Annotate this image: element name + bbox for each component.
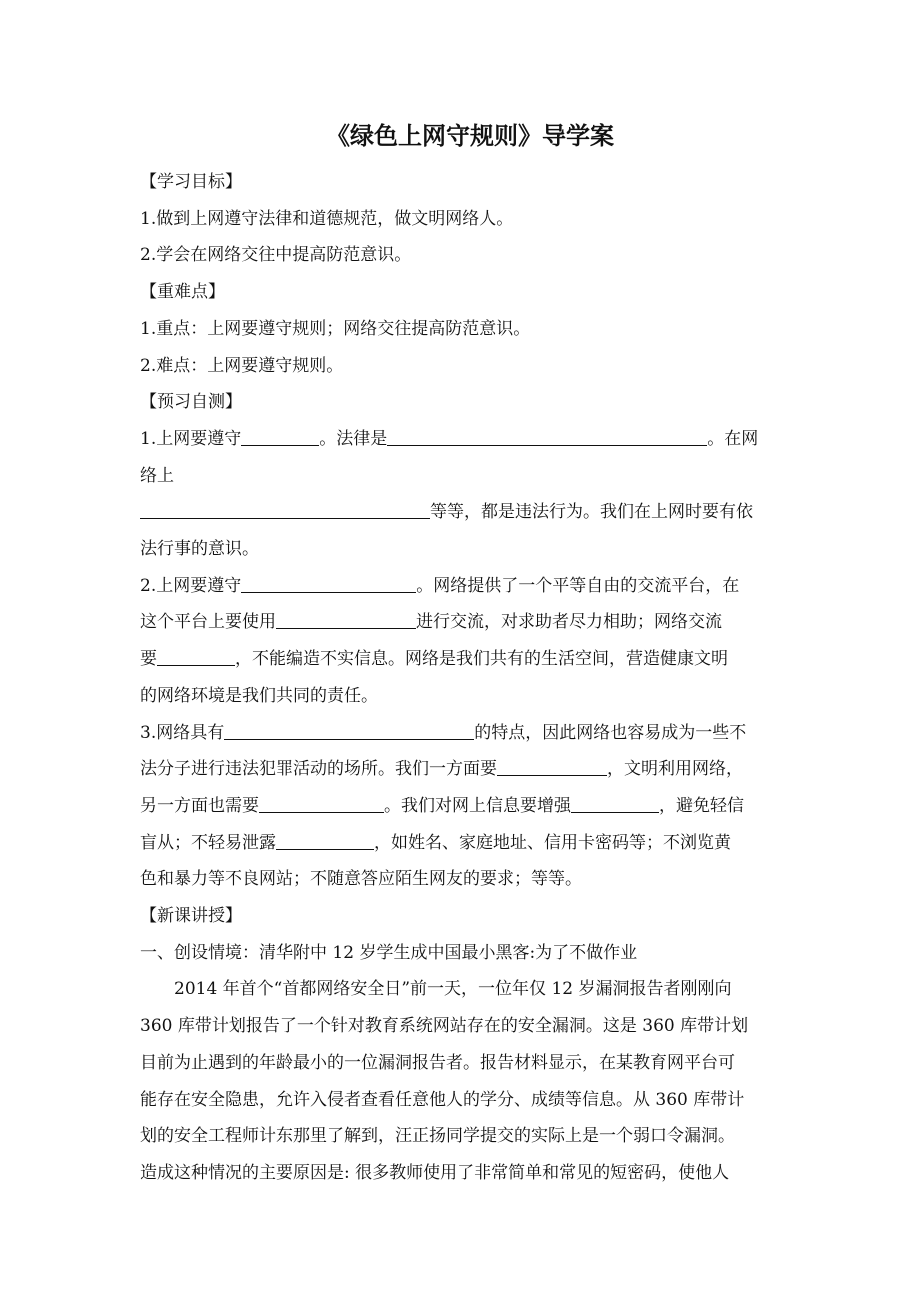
q3-blank-2[interactable] [497,758,607,776]
goal-item-1: 1.做到上网遵守法律和道德规范，做文明网络人。 [140,208,514,229]
q1-blank-3[interactable] [140,501,430,519]
story-paragraph [140,971,800,1191]
question-1 [140,421,800,568]
goals-heading: 【学习目标】 [140,172,242,192]
key-point-1: 1.重点：上网要遵守规则；网络交往提高防范意识。 [140,318,531,339]
q2-text-d: 进行交流，对求助者尽力相助；网络交流 [416,612,722,633]
goal-item-2: 2.学会在网络交往中提高防范意识。 [140,245,412,266]
story-line: 2014 年首个“首都网络安全日”前一天，一位年仅 12 岁漏洞报告者刚刚向 [174,979,732,1000]
q1-text-f: 法行事的意识。 [140,539,259,560]
q1-text-e: 等等，都是违法行为。我们在上网时要有依 [430,502,753,523]
q2-text-b: 。网络提供了一个平等自由的交流平台，在 [416,575,740,596]
scenario-heading: 一、创设情境：清华附中 12 岁学生成中国最小黑客:为了不做作业 [140,942,638,963]
question-2 [140,568,800,715]
q1-blank-1[interactable] [241,428,319,446]
q1-blank-2[interactable] [387,428,707,446]
q1-text-a: 1.上网要遵守 [140,428,242,449]
page-title: 《绿色上网守规则》导学案 [326,122,614,150]
q3-text-h: 盲从；不轻易泄露 [140,832,276,853]
new-lesson-heading: 【新课讲授】 [140,906,242,927]
question-3 [140,715,800,899]
q2-blank-2[interactable] [276,611,416,629]
story-line: 能存在安全隐患，允许入侵者查看任意他人的学分、成绩等信息。从 360 库带计 [140,1089,745,1110]
q3-blank-1[interactable] [224,722,474,740]
q2-blank-3[interactable] [157,648,235,666]
q3-blank-5[interactable] [276,832,374,850]
q3-blank-3[interactable] [259,795,384,813]
q3-text-j: 色和暴力等不良网站；不随意答应陌生网友的要求；等等。 [140,869,582,890]
q1-text-c: 。在网 [707,428,759,449]
story-line: 造成这种情况的主要原因是: 很多教师使用了非常简单和常见的短密码，使他人 [140,1162,730,1183]
story-line: 划的安全工程师计东那里了解到，汪正扬同学提交的实际上是一个弱口令漏洞。 [140,1126,735,1147]
q1-text-d: 络上 [140,465,174,486]
q2-blank-1[interactable] [241,575,416,593]
preview-heading: 【预习自测】 [140,392,242,413]
q2-text-c: 这个平台上要使用 [140,612,276,633]
q2-text-g: 的网络环境是我们共同的责任。 [140,685,378,706]
story-line: 360 库带计划报告了一个针对教育系统网站存在的安全漏洞。这是 360 库带计划 [140,1016,749,1037]
key-point-2: 2.难点：上网要遵守规则。 [140,355,344,376]
key-points-heading: 【重难点】 [140,282,225,303]
q2-text-a: 2.上网要遵守 [140,575,242,596]
q3-text-e: 另一方面也需要 [140,795,259,816]
q3-text-b: 的特点，因此网络也容易成为一些不 [474,722,747,743]
q3-text-f: 。我们对网上信息要增强 [384,795,571,816]
q2-text-f: ，不能编造不实信息。网络是我们共有的生活空间，营造健康文明 [235,649,728,670]
q2-text-e: 要 [140,649,157,670]
q3-text-g: ，避免轻信 [659,795,744,816]
q3-text-a: 3.网络具有 [140,722,225,743]
q3-text-i: ，如姓名、家庭地址、信用卡密码等；不浏览黄 [374,832,731,853]
q3-blank-4[interactable] [571,795,659,813]
q1-text-b: 。法律是 [319,428,388,449]
story-line: 目前为止遇到的年龄最小的一位漏洞报告者。报告材料显示，在某教育网平台可 [140,1052,735,1073]
q3-text-c: 法分子进行违法犯罪活动的场所。我们一方面要 [140,759,497,780]
q3-text-d: ，文明利用网络， [607,759,743,780]
